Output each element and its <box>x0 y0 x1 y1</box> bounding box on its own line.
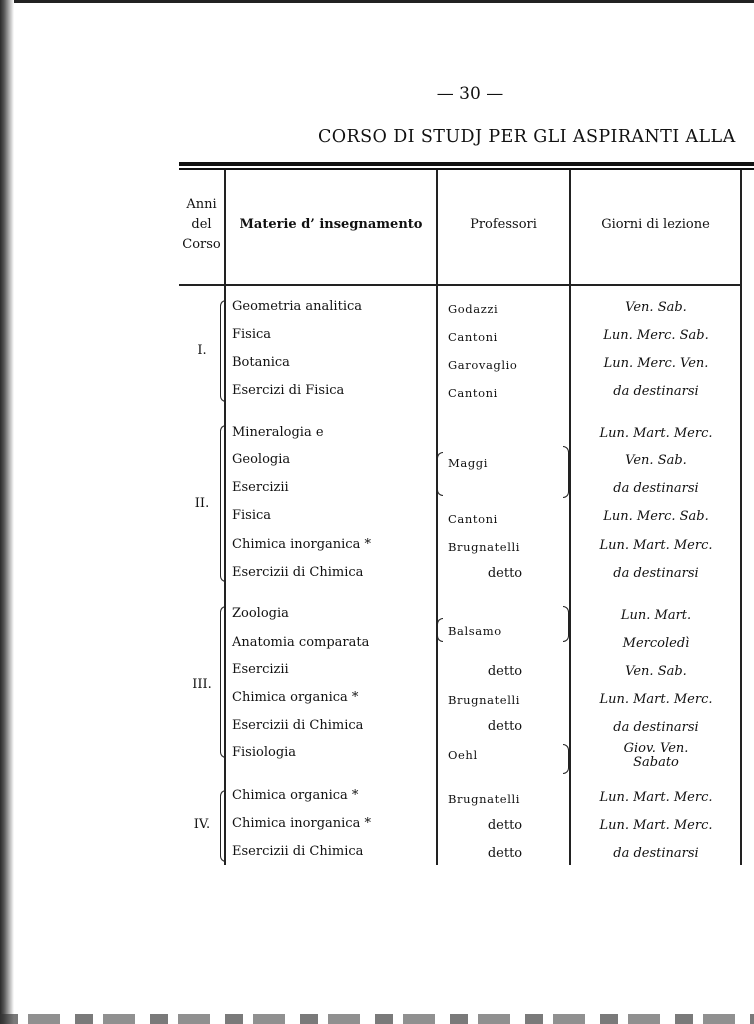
days-cell: Lun. Mart. Merc. <box>599 426 713 441</box>
subject-cell: Esercizii <box>232 480 289 495</box>
professor-cell: Maggi <box>448 456 489 470</box>
header-year-line: Anni <box>186 197 217 212</box>
days-cell: Lun. Mart. Merc. <box>599 538 713 553</box>
header-year-line: Corso <box>182 237 221 252</box>
year-brace <box>220 300 226 402</box>
scan-bottom-edge <box>0 1014 754 1024</box>
professor-cell: Brugnatelli <box>448 540 521 554</box>
subject-cell: Chimica organica * <box>232 788 359 803</box>
table-top-rule-thick <box>179 162 754 166</box>
professor-cell: detto <box>487 818 523 833</box>
header-divider <box>438 284 569 286</box>
days-cell: Lun. Merc. Sab. <box>603 509 709 524</box>
days-cell: Mercoledì <box>622 636 690 651</box>
days-cell: Lun. Mart. <box>620 608 692 623</box>
professor-cell: Oehl <box>448 748 478 762</box>
subject-cell: Fisica <box>232 327 272 342</box>
professor-cell: detto <box>487 566 523 581</box>
days-brace <box>563 446 569 498</box>
page-number: — 30 — <box>436 84 504 104</box>
professor-cell: detto <box>487 664 523 679</box>
subject-cell: Esercizii di Chimica <box>232 718 364 733</box>
subject-cell: Esercizi di Fisica <box>232 383 345 398</box>
days-cell: Lun. Mart. Merc. <box>599 790 713 805</box>
professor-cell: detto <box>487 846 523 861</box>
professor-cell: detto <box>487 719 523 734</box>
header-professor: Professori <box>470 217 537 232</box>
subject-cell: Esercizii <box>232 662 289 677</box>
days-line: Giov. Ven. <box>623 741 689 756</box>
days-cell: da destinarsi <box>613 846 699 861</box>
professor-cell: Cantoni <box>448 330 498 344</box>
days-brace <box>563 606 569 642</box>
header-year <box>179 195 224 255</box>
professor-cell: Godazzi <box>448 302 499 316</box>
professor-cell: Cantoni <box>448 386 498 400</box>
days-cell <box>572 742 740 770</box>
year-label: II. <box>194 496 210 511</box>
subject-cell: Zoologia <box>232 606 289 621</box>
days-cell: Ven. Sab. <box>625 300 687 315</box>
subject-cell: Mineralogia e <box>232 425 324 440</box>
scan-binding-edge <box>0 0 14 1024</box>
days-line: Sabato <box>633 755 679 770</box>
professor-cell: Brugnatelli <box>448 792 521 806</box>
subject-cell: Anatomia comparata <box>232 635 370 650</box>
subject-cell: Chimica inorganica * <box>232 537 371 552</box>
days-cell: da destinarsi <box>613 566 699 581</box>
days-cell: Lun. Merc. Ven. <box>603 356 709 371</box>
days-cell: Ven. Sab. <box>625 453 687 468</box>
header-divider <box>226 284 436 286</box>
column-divider <box>740 170 742 865</box>
scan-top-edge <box>0 0 754 3</box>
year-brace <box>220 790 226 862</box>
subject-cell: Chimica inorganica * <box>232 816 371 831</box>
days-cell: da destinarsi <box>613 720 699 735</box>
days-brace <box>563 744 569 774</box>
professor-cell: Garovaglio <box>448 358 518 372</box>
column-divider <box>436 170 438 865</box>
subject-cell: Geometria analitica <box>232 299 363 314</box>
days-cell: Ven. Sab. <box>625 664 687 679</box>
year-label: III. <box>192 677 212 692</box>
header-days: Giorni di lezione <box>601 217 710 232</box>
days-cell: Lun. Merc. Sab. <box>603 328 709 343</box>
professor-brace <box>437 452 443 496</box>
year-label: IV. <box>193 817 211 832</box>
professor-cell: Brugnatelli <box>448 693 521 707</box>
header-divider <box>571 284 740 286</box>
column-divider <box>569 170 571 865</box>
subject-cell: Fisica <box>232 508 272 523</box>
days-cell: Lun. Mart. Merc. <box>599 818 713 833</box>
year-brace <box>220 606 226 758</box>
page-title: CORSO DI STUDJ PER GLI ASPIRANTI ALLA <box>318 127 736 147</box>
subject-cell: Geologia <box>232 452 291 467</box>
days-cell: Lun. Mart. Merc. <box>599 692 713 707</box>
subject-cell: Esercizii di Chimica <box>232 565 364 580</box>
professor-brace <box>437 618 443 642</box>
subject-cell: Chimica organica * <box>232 690 359 705</box>
year-label: I. <box>197 343 207 358</box>
subject-cell: Fisiologia <box>232 745 297 760</box>
professor-cell: Balsamo <box>448 624 502 638</box>
header-year-line: del <box>191 217 212 232</box>
table-top-rule-thin <box>179 168 754 170</box>
days-cell: da destinarsi <box>613 481 699 496</box>
subject-cell: Botanica <box>232 355 290 370</box>
days-cell: da destinarsi <box>613 384 699 399</box>
header-subject: Materie d’ insegnamento <box>239 217 423 232</box>
subject-cell: Esercizii di Chimica <box>232 844 364 859</box>
header-divider <box>179 284 224 286</box>
professor-cell: Cantoni <box>448 512 498 526</box>
year-brace <box>220 425 226 582</box>
